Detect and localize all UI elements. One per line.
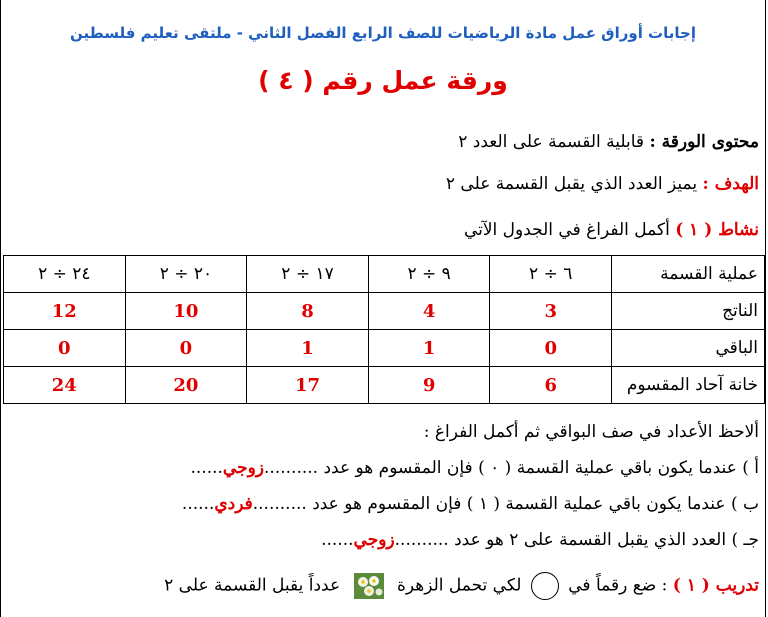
- content-line: [458, 132, 759, 152]
- content-text: قابلية القسمة على العدد ٢: [458, 132, 645, 152]
- observe-a-tail: ......: [190, 458, 223, 478]
- training-line: [164, 572, 759, 600]
- table-op: ٢٤ ÷ ٢: [4, 256, 126, 293]
- training-text-middle: لكي تحمل الزهرة: [396, 575, 522, 596]
- training-label: تدريب ( ١ ): [672, 575, 759, 596]
- blank-circle-icon: [531, 572, 559, 600]
- observe-intro: ألاحظ الأعداد في صف البواقي ثم أكمل الفراغ :: [423, 422, 759, 442]
- table-cell: 0: [4, 330, 126, 367]
- table-cell: 0: [490, 330, 612, 367]
- table-cell: 6: [490, 367, 612, 404]
- observe-c: [321, 530, 759, 550]
- table-cell: 12: [4, 293, 126, 330]
- table-header-label: عملية القسمة: [612, 256, 765, 293]
- table-cell: 10: [125, 293, 247, 330]
- table-cell: 1: [247, 330, 369, 367]
- sheet-title: ورقة عمل رقم ( ٤ ): [258, 66, 508, 95]
- division-table: [3, 255, 765, 404]
- table-row: [4, 367, 765, 404]
- table-op: ٦ ÷ ٢: [490, 256, 612, 293]
- table-op: ٩ ÷ ٢: [368, 256, 490, 293]
- observe-a-text: أ ) عندما يكون باقي عملية القسمة ( ٠ ) فإن المقسوم هو عدد ..........: [264, 458, 759, 478]
- row-label: الباقي: [612, 330, 765, 367]
- table-cell: 3: [490, 293, 612, 330]
- table-cell: 8: [247, 293, 369, 330]
- goal-text: يميز العدد الذي يقبل القسمة على ٢: [445, 174, 698, 194]
- observe-b-text: ب ) عندما يكون باقي عملية القسمة ( ١ ) فإن المقسوم هو عدد ..........: [252, 494, 759, 514]
- top-header: إجابات أوراق عمل مادة الرياضيات للصف الرابع الفصل الثاني - ملتقى تعليم فلسطين: [70, 24, 696, 42]
- observe-a: [190, 458, 759, 478]
- table-row: [4, 330, 765, 367]
- table-row: [4, 293, 765, 330]
- activity-line: [464, 220, 759, 240]
- observe-c-text: جـ ) العدد الذي يقبل القسمة على ٢ هو عدد ..........: [394, 530, 759, 550]
- training-text-after: عدداً يقبل القسمة على ٢: [164, 575, 341, 596]
- table-op: ٢٠ ÷ ٢: [125, 256, 247, 293]
- row-label: الناتج: [612, 293, 765, 330]
- flower-icon: [354, 573, 384, 599]
- table-cell: 0: [125, 330, 247, 367]
- content-label: محتوى الورقة :: [649, 132, 759, 152]
- table-op: ١٧ ÷ ٢: [247, 256, 369, 293]
- table-cell: 20: [125, 367, 247, 404]
- observe-b-tail: ......: [181, 494, 215, 514]
- table-cell: 17: [247, 367, 369, 404]
- observe-c-tail: ......: [321, 530, 354, 550]
- table-cell: 1: [368, 330, 490, 367]
- table-header-row: [4, 256, 765, 293]
- activity-label: نشاط ( ١ ): [675, 220, 759, 240]
- table-cell: 9: [368, 367, 490, 404]
- activity-text: أكمل الفراغ في الجدول الآتي: [463, 220, 670, 240]
- observe-b-answer: فردي: [214, 494, 253, 514]
- training-text-before: : ضع رقماً في: [568, 575, 668, 596]
- row-label: خانة آحاد المقسوم: [612, 367, 765, 404]
- goal-line: [446, 174, 759, 194]
- goal-label: الهدف :: [702, 174, 759, 194]
- table-cell: 24: [4, 367, 126, 404]
- table-cell: 4: [368, 293, 490, 330]
- observe-a-answer: زوجي: [222, 458, 265, 478]
- observe-c-answer: زوجي: [353, 530, 395, 550]
- observe-b: [182, 494, 759, 514]
